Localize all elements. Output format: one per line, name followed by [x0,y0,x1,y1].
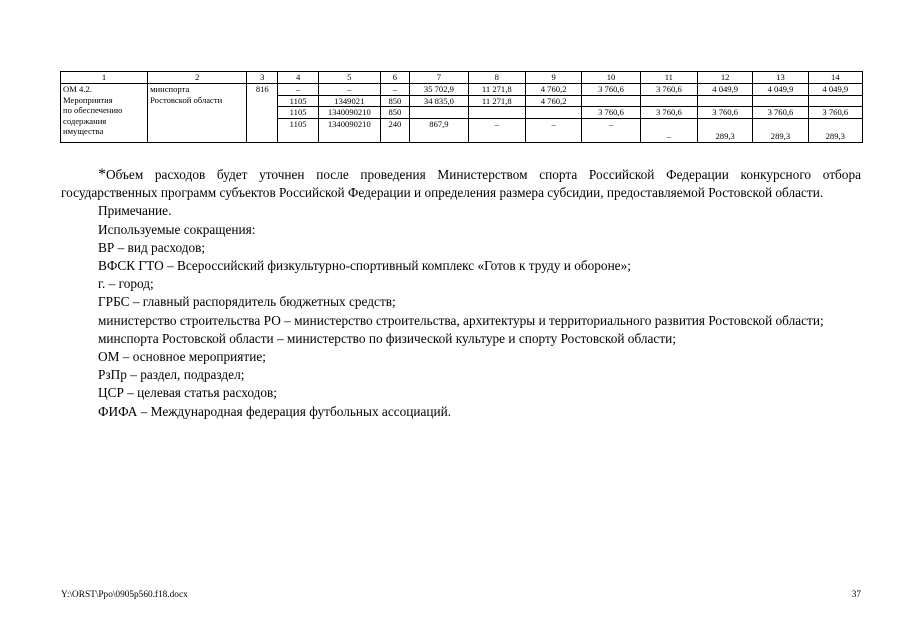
table-cell: 850 [380,107,410,119]
footnote-paragraph [61,166,861,202]
abbreviation-item: ОМ – основное мероприятие; [98,349,266,365]
col-header: 8 [468,72,525,84]
measure-line: по обеспечению [63,105,123,115]
table-cell: 3 760,6 [640,107,697,119]
notes-section [61,166,861,421]
col-header: 14 [808,72,862,84]
col-header: 2 [148,72,247,84]
table-cell: 3 760,6 [582,107,640,119]
measure-name-cell [61,84,148,143]
measure-line: имущества [63,126,104,136]
page-number: 37 [851,590,861,600]
table-cell [753,95,808,107]
executor-line: Ростовской области [150,94,223,105]
table-row [61,84,863,96]
executor-line: минспорта [150,84,190,94]
footnote-star: * [98,166,106,183]
col-header: 10 [582,72,640,84]
table-cell: 3 760,6 [753,107,808,119]
abbreviation-item: министерство строительства РО – министерство строительства, архитектуры и территориального развития Ростовской области; [98,312,824,328]
table-cell: 3 760,6 [582,84,640,96]
table-cell: 240 [380,118,410,142]
table-cell: – [319,84,380,96]
col-header: 13 [753,72,808,84]
table-cell [468,107,525,119]
table-cell [640,95,697,107]
table-header-row [61,72,863,84]
col-header: 5 [319,72,380,84]
table-cell: 289,3 [753,118,808,142]
executor-cell [148,84,247,143]
measure-line: Мероприятия [63,94,113,105]
note-heading: Примечание. [98,203,172,219]
col-header: 12 [698,72,753,84]
abbreviation-item: ФИФА – Международная федерация футбольных ассоциаций. [98,403,452,419]
measure-line: содержания [63,115,107,126]
table-cell: – [468,118,525,142]
col-header: 11 [640,72,697,84]
table-cell: 11 271,8 [468,95,525,107]
col-header: 3 [247,72,278,84]
table-cell: 1349021 [319,95,380,107]
table-cell: 35 702,9 [410,84,468,96]
table-cell: 11 271,8 [468,84,525,96]
abbreviation-item: ВФСК ГТО – Всероссийский физкультурно-спортивный комплекс «Готов к труду и обороне»; [98,258,631,274]
abbreviation-item: ЦСР – целевая статья расходов; [98,385,277,401]
table-cell: 4 760,2 [525,95,581,107]
table-cell: 1105 [278,107,319,119]
table-cell: 4 760,2 [525,84,581,96]
col-header: 1 [61,72,148,84]
table-cell: 867,9 [410,118,468,142]
table-cell: 4 049,9 [808,84,862,96]
table-cell [410,107,468,119]
table-cell [698,95,753,107]
table-cell: – [640,118,697,142]
abbreviations-heading: Используемые сокращения: [98,221,256,237]
col-header: 9 [525,72,581,84]
table-cell [525,107,581,119]
table-cell: 3 760,6 [808,107,862,119]
col-header: 6 [380,72,410,84]
table-cell: 1340090210 [319,107,380,119]
abbreviation-item: минспорта Ростовской области – министерство по физической культуре и спорту Ростовской области; [98,330,676,346]
abbreviation-item: РзПр – раздел, подраздел; [98,367,245,383]
grbs-cell: 816 [247,84,278,143]
budget-table [60,71,863,143]
table-cell: 34 835,0 [410,95,468,107]
table-cell: 1105 [278,95,319,107]
table-cell: 1105 [278,118,319,142]
table-cell: 289,3 [698,118,753,142]
table-cell: – [278,84,319,96]
footnote-text: Объем расходов будет уточнен после проведения Министерством спорта Российской Федерации конкурсного отбора государственных программ субъектов Российской Федерации и определения размера субсидии, предоставляемой Ростовской области. [61,167,861,201]
measure-line: ОМ 4.2. [63,84,92,94]
abbreviation-item: г. – город; [98,276,154,292]
table-cell: – [525,118,581,142]
table-cell: 3 760,6 [640,84,697,96]
table-cell: 3 760,6 [698,107,753,119]
table-cell: – [380,84,410,96]
table-cell [582,95,640,107]
abbreviation-item: ВР – вид расходов; [98,239,206,255]
abbreviation-item: ГРБС – главный распорядитель бюджетных средств; [98,294,396,310]
table-cell [808,95,862,107]
table-cell: 850 [380,95,410,107]
table-cell: 289,3 [808,118,862,142]
col-header: 4 [278,72,319,84]
col-header: 7 [410,72,468,84]
table-cell: 1340090210 [319,118,380,142]
table-cell: 4 049,9 [753,84,808,96]
footer-file-path: Y:\ORST\Ppo\0905p560.f18.docx [61,590,188,600]
table-cell: 4 049,9 [698,84,753,96]
table-cell: – [582,118,640,142]
